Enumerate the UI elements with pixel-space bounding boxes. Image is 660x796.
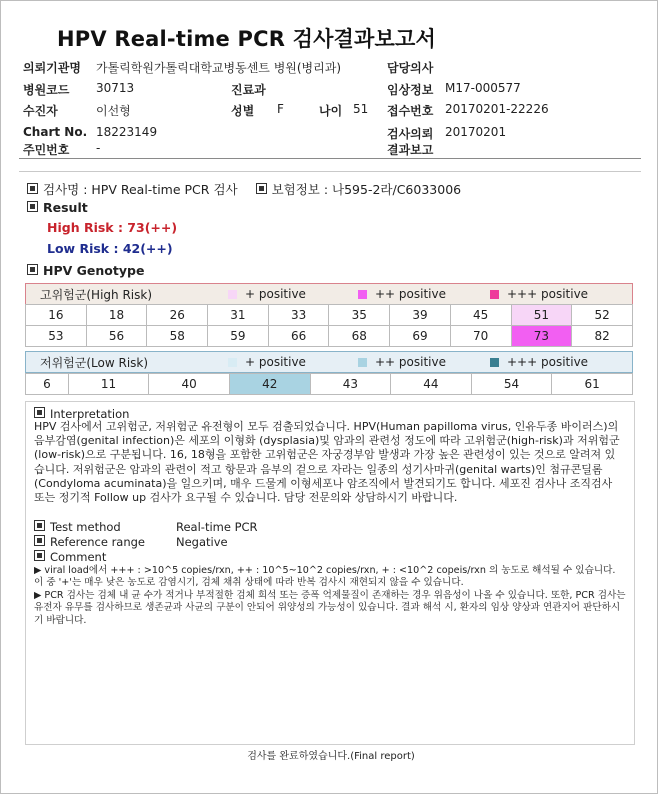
- test-method-value: Real-time PCR: [176, 520, 258, 534]
- genotype-row: [26, 326, 633, 347]
- genotype-heading-row: [27, 263, 144, 278]
- report-title: HPV Real-time PCR 검사결과보고서: [57, 27, 436, 51]
- low-risk-header: [25, 351, 633, 373]
- checkbox-square-icon: [27, 183, 38, 194]
- field-label: 나이: [319, 104, 343, 118]
- genotype-cell: 43: [310, 374, 391, 395]
- field-label: 의뢰기관명: [23, 61, 81, 75]
- field-label: 접수번호: [387, 104, 434, 118]
- legend-label: + positive: [245, 355, 306, 369]
- final-report-footer: 검사를 완료하였습니다.(Final report): [247, 751, 415, 762]
- genotype-cell: 58: [147, 326, 208, 347]
- checkbox-square-icon: [27, 264, 38, 275]
- legend-label: ++ positive: [375, 287, 446, 301]
- insurance-info: 보험정보 : 나595-2라/C6033006: [271, 182, 462, 197]
- comment-item: ▶ viral load에서 +++ : >10^5 copies/rxn, ++ : 10^5~10^2 copies/rxn, + : <10^2 copeis/rxn 의 농도로 해석될 수 있습니다. 이 중 '+'는 매우 낮은 농도로 감염시기, 검체 채취 상태에 따라 반복 검사시 재현되지 않을 수 있습니다.: [34, 565, 616, 589]
- genotype-cell: 18: [86, 305, 147, 326]
- comment-heading: Comment: [50, 550, 107, 564]
- reference-range-label: Reference range: [50, 535, 146, 549]
- result-heading-row: [27, 200, 88, 215]
- genotype-cell: 53: [26, 326, 87, 347]
- low-risk-genotype-table: [25, 373, 633, 395]
- genotype-cell: 42: [229, 374, 310, 395]
- genotype-cell: 56: [86, 326, 147, 347]
- interpretation-text: HPV 검사에서 고위험군, 저위험군 유전형이 모두 검출되었습니다. HPV(Human papilloma virus, 인유두종 바이러스)의 음부감염(genital infection)은 세포의 이형화 (dysplasia)및 암과의 관련성 정도에 따라 고위험군(high-risk)과 저위험군(low-risk)으로 구분됩니다. 16, 18형을 포함한 고위험군은 자궁경부암 발생과 가장 높은 관련성이 있는 것으로 알려져 있습니다. 저위험군은 암과의 관련이 적고 항문과 음부의 겉으로 자라는 일종의 성기사마귀(genital warts)인 첨규콘딜롬(Condyloma acuminata)을 일으키며, 매우 드물게 이형세포나 암조직에서 발견되기도 합니다. 세포진 검사나 조직검사 또는 정기적 Follow up 검사가 요구될 수 있습니다. 담당 전문의와 상담하시기 바랍니다.: [34, 420, 620, 505]
- genotype-cell: 51: [511, 305, 572, 326]
- high-risk-genotype-table: [25, 304, 633, 347]
- reference-range-value: Negative: [176, 535, 228, 549]
- field-value: 이선형: [96, 104, 131, 118]
- field-label: 임상정보: [387, 83, 434, 97]
- test-method-row: [34, 520, 121, 534]
- genotype-cell: 69: [390, 326, 451, 347]
- field-label: Chart No.: [23, 125, 88, 139]
- field-value: M17-000577: [445, 81, 521, 95]
- comment-heading-row: [34, 550, 106, 564]
- high-risk-group-label: 고위험군(High Risk): [40, 287, 152, 302]
- field-label: 진료과: [231, 83, 266, 97]
- genotype-cell: 26: [147, 305, 208, 326]
- field-label: 담당의사: [387, 61, 434, 75]
- genotype-cell: 45: [450, 305, 511, 326]
- high-risk-result: High Risk : 73(++): [47, 220, 178, 235]
- interpretation-box: [25, 401, 635, 745]
- field-label: 성별: [231, 104, 255, 118]
- checkbox-square-icon: [34, 550, 45, 561]
- genotype-heading: HPV Genotype: [43, 263, 145, 278]
- genotype-cell: 31: [208, 305, 269, 326]
- genotype-cell: 33: [268, 305, 329, 326]
- legend-label: +++ positive: [507, 287, 589, 301]
- checkbox-square-icon: [256, 183, 267, 194]
- genotype-cell: 52: [572, 305, 633, 326]
- legend-item: [358, 355, 490, 369]
- genotype-cell: 35: [329, 305, 390, 326]
- divider: [19, 158, 641, 159]
- checkbox-square-icon: [34, 520, 45, 531]
- reference-range-row: [34, 535, 145, 549]
- checkbox-square-icon: [34, 407, 45, 418]
- result-heading: Result: [43, 200, 88, 215]
- genotype-cell: 73: [511, 326, 572, 347]
- genotype-cell: 59: [208, 326, 269, 347]
- legend-swatch-icon: [228, 290, 237, 299]
- genotype-cell: 16: [26, 305, 87, 326]
- genotype-cell: 82: [572, 326, 633, 347]
- interpretation-heading: Interpretation: [50, 407, 130, 421]
- genotype-cell: 54: [471, 374, 552, 395]
- genotype-cell: 39: [390, 305, 451, 326]
- legend-swatch-icon: [358, 358, 367, 367]
- low-risk-result: Low Risk : 42(++): [47, 241, 173, 256]
- legend-swatch-icon: [490, 358, 499, 367]
- legend-label: +++ positive: [507, 355, 589, 369]
- checkbox-square-icon: [34, 535, 45, 546]
- genotype-cell: 6: [26, 374, 69, 395]
- genotype-cell: 40: [149, 374, 230, 395]
- legend-item: [228, 355, 358, 369]
- field-label: 주민번호: [23, 143, 70, 157]
- genotype-cell: 68: [329, 326, 390, 347]
- genotype-cell: 61: [552, 374, 633, 395]
- divider: [19, 171, 641, 172]
- genotype-cell: 66: [268, 326, 329, 347]
- field-value: -: [96, 141, 101, 155]
- legend-label: + positive: [245, 287, 306, 301]
- legend-swatch-icon: [490, 290, 499, 299]
- field-value: 20170201-22226: [445, 102, 549, 116]
- field-value: 가톨릭학원가톨릭대학교병동센트 병원(병리과): [96, 61, 342, 75]
- genotype-cell: 70: [450, 326, 511, 347]
- field-value: 30713: [96, 81, 135, 95]
- field-label: 병원코드: [23, 83, 70, 97]
- genotype-cell: 44: [391, 374, 472, 395]
- field-value: 20170201: [445, 125, 507, 139]
- legend-item: [490, 287, 622, 301]
- field-label: 검사의뢰: [387, 127, 434, 141]
- test-method-label: Test method: [50, 520, 121, 534]
- genotype-row: [26, 305, 633, 326]
- legend-swatch-icon: [358, 290, 367, 299]
- legend-swatch-icon: [228, 358, 237, 367]
- legend-item: [228, 287, 358, 301]
- interpretation-heading-row: [34, 407, 129, 421]
- genotype-row: [26, 374, 633, 395]
- field-value: 18223149: [96, 125, 158, 139]
- field-label: 결과보고: [387, 143, 434, 157]
- legend-item: [490, 355, 622, 369]
- field-value: 51: [353, 102, 369, 116]
- exam-name-row: [27, 180, 461, 198]
- high-risk-header: [25, 283, 633, 305]
- checkbox-square-icon: [27, 201, 38, 212]
- field-value: F: [277, 102, 284, 116]
- comment-item: ▶ PCR 검사는 검체 내 균 수가 적거나 부적절한 검체 희석 또는 증폭 억제물질이 존재하는 경우 위음성이 나올 수 있습니다. 또한, PCR 검사는 유전자 유무를 검사하므로 생존균과 사균의 구분이 안되어 위양성의 가능성이 있습니다. 결과 해석 시, 환자의 임상 양상과 연관지어 판단하시기 바랍니다.: [34, 590, 626, 626]
- legend-item: [358, 287, 490, 301]
- low-risk-group-label: 저위험군(Low Risk): [40, 355, 149, 370]
- genotype-cell: 11: [68, 374, 149, 395]
- legend-label: ++ positive: [375, 355, 446, 369]
- field-label: 수진자: [23, 104, 58, 118]
- exam-name: 검사명 : HPV Real-time PCR 검사: [43, 182, 238, 197]
